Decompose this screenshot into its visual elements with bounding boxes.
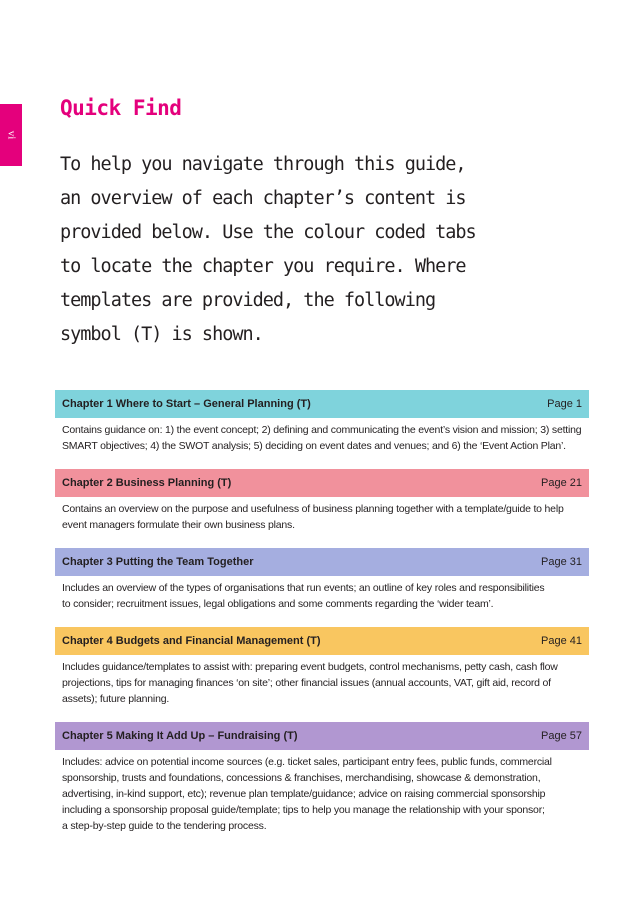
chapter-description [55, 655, 589, 707]
intro-text [60, 148, 580, 352]
chapter-3-header[interactable] [55, 548, 589, 576]
description-line: sponsorship, trusts and foundations, concessions & franchises, merchandising, showcase & demonstration, [62, 772, 541, 784]
description-line: SMART objectives; 4) the SWOT analysis; 5) deciding on event dates and venues; and 6) the ‘Event Action Plan’. [62, 440, 566, 452]
chapter-description [55, 497, 589, 533]
intro-line: To help you navigate through this guide, [60, 154, 466, 175]
chapter-page: Page 41 [541, 635, 582, 647]
chapter-title: Chapter 1 Where to Start – General Planning (T) [62, 398, 311, 410]
intro-line: an overview of each chapter’s content is [60, 188, 466, 209]
page-number: vi [5, 130, 17, 140]
description-line: event managers formulate their own business plans. [62, 519, 295, 531]
chapter-description [55, 418, 589, 454]
chapter-title: Chapter 4 Budgets and Financial Management (T) [62, 635, 321, 647]
chapter-page: Page 1 [547, 398, 582, 410]
page-title: Quick Find [60, 96, 182, 120]
description-line: advertising, in-kind support, etc); revenue plan template/guidance; advice on raising commercial sponsorship [62, 788, 546, 800]
intro-line: symbol (T) is shown. [60, 324, 263, 345]
chapter-description [55, 750, 589, 834]
intro-line: provided below. Use the colour coded tabs [60, 222, 476, 243]
chapter-4 [55, 627, 589, 707]
description-line: a step-by-step guide to the tendering process. [62, 820, 267, 832]
chapter-2-header[interactable] [55, 469, 589, 497]
description-line: including a sponsorship proposal guide/template; tips to help you manage the relationship with your sponsor; [62, 804, 545, 816]
chapter-5-header[interactable] [55, 722, 589, 750]
chapter-title: Chapter 5 Making It Add Up – Fundraising (T) [62, 730, 298, 742]
description-line: to consider; recruitment issues, legal obligations and some comments regarding the ‘wider team’. [62, 598, 494, 610]
description-line: Contains an overview on the purpose and usefulness of business planning together with a template/guide to help [62, 503, 564, 515]
chapter-description [55, 576, 589, 612]
chapter-2 [55, 469, 589, 533]
chapter-1-header[interactable] [55, 390, 589, 418]
chapter-5 [55, 722, 589, 834]
description-line: Includes an overview of the types of organisations that run events; an outline of key roles and responsibilities [62, 582, 545, 594]
description-line: projections, tips for managing finances ‘on site’; other financial issues (annual accounts, VAT, gift aid, record of [62, 677, 551, 689]
chapter-list [55, 390, 589, 849]
page-number-tab [0, 104, 22, 166]
chapter-title: Chapter 2 Business Planning (T) [62, 477, 232, 489]
chapter-page: Page 21 [541, 477, 582, 489]
description-line: Includes guidance/templates to assist with: preparing event budgets, control mechanisms, petty cash, cash flow [62, 661, 558, 673]
chapter-page: Page 57 [541, 730, 582, 742]
chapter-page: Page 31 [541, 556, 582, 568]
chapter-1 [55, 390, 589, 454]
description-line: Contains guidance on: 1) the event concept; 2) defining and communicating the event’s vision and mission; 3) setting [62, 424, 582, 436]
description-line: assets); future planning. [62, 693, 170, 705]
intro-line: templates are provided, the following [60, 290, 436, 311]
chapter-3 [55, 548, 589, 612]
description-line: Includes: advice on potential income sources (e.g. ticket sales, participant entry fees, public funds, commercial [62, 756, 552, 768]
intro-line: to locate the chapter you require. Where [60, 256, 466, 277]
chapter-4-header[interactable] [55, 627, 589, 655]
chapter-title: Chapter 3 Putting the Team Together [62, 556, 254, 568]
